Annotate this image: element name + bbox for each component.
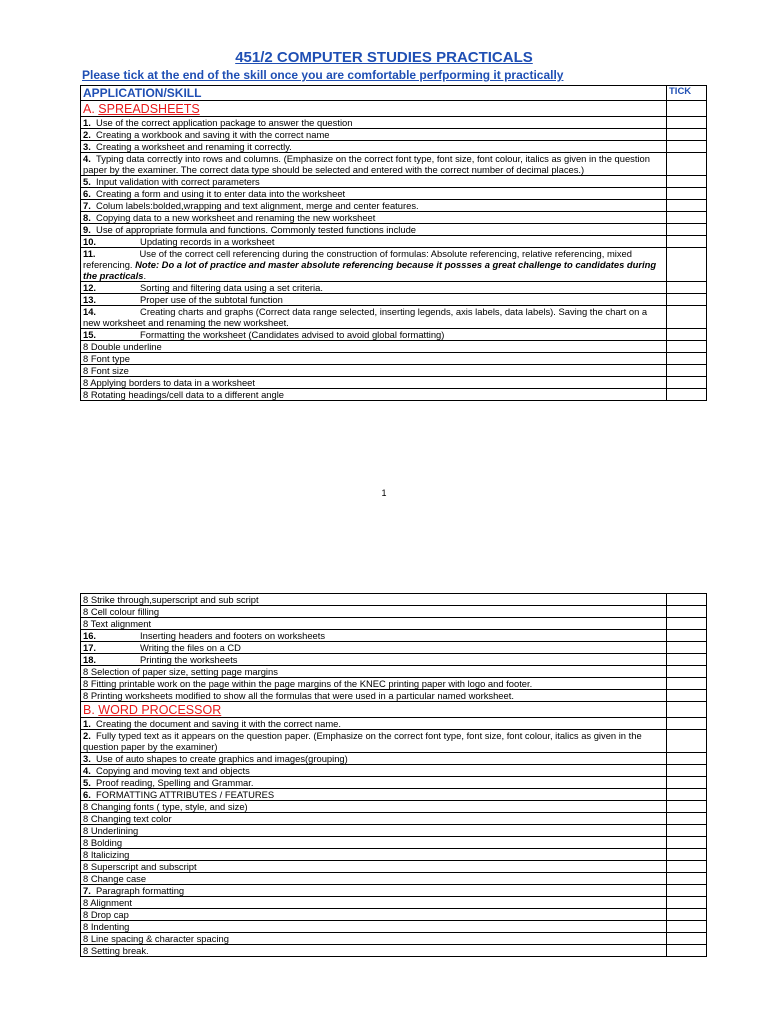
skill-row bbox=[81, 389, 707, 401]
tick-cell[interactable] bbox=[667, 801, 707, 813]
skill-row bbox=[81, 200, 707, 212]
skill-text: 8 Font size bbox=[83, 365, 129, 376]
tick-cell[interactable] bbox=[667, 921, 707, 933]
skill-cell bbox=[81, 212, 667, 224]
skill-row bbox=[81, 789, 707, 801]
tick-cell[interactable] bbox=[667, 141, 707, 153]
skill-text: FORMATTING ATTRIBUTES / FEATURES bbox=[96, 789, 275, 800]
skill-text: Proper use of the subtotal function bbox=[140, 294, 283, 305]
skill-cell bbox=[81, 176, 667, 188]
skill-number: 7. bbox=[83, 885, 91, 896]
tick-cell[interactable] bbox=[667, 873, 707, 885]
skill-text: 8 Superscript and subscript bbox=[83, 861, 197, 872]
tick-column-header: TICK bbox=[667, 86, 707, 101]
skill-number: 18. bbox=[83, 654, 97, 665]
skill-number: 1. bbox=[83, 718, 91, 729]
skill-cell bbox=[81, 885, 667, 897]
skill-cell bbox=[81, 630, 667, 642]
skill-number: 15. bbox=[83, 329, 97, 340]
skill-row bbox=[81, 801, 707, 813]
skill-text: Colum labels:bolded,wrapping and text alignment, merge and center features. bbox=[96, 200, 419, 211]
skill-row bbox=[81, 666, 707, 678]
tick-cell[interactable] bbox=[667, 389, 707, 401]
skill-cell bbox=[81, 153, 667, 176]
skill-row bbox=[81, 825, 707, 837]
tick-cell[interactable] bbox=[667, 129, 707, 141]
skill-row bbox=[81, 188, 707, 200]
skill-text: 8 Double underline bbox=[83, 341, 162, 352]
skill-cell bbox=[81, 282, 667, 294]
skill-row bbox=[81, 885, 707, 897]
skill-text: 8 Italicizing bbox=[83, 849, 130, 860]
skill-row bbox=[81, 909, 707, 921]
tick-cell[interactable] bbox=[667, 666, 707, 678]
tick-cell[interactable] bbox=[667, 200, 707, 212]
tick-cell[interactable] bbox=[667, 837, 707, 849]
skill-number: 3. bbox=[83, 141, 91, 152]
skill-cell bbox=[81, 353, 667, 365]
skill-text: Printing the worksheets bbox=[140, 654, 238, 665]
tick-cell[interactable] bbox=[667, 945, 707, 957]
skill-row bbox=[81, 294, 707, 306]
skill-number: 4. bbox=[83, 153, 91, 164]
skill-text: Fully typed text as it appears on the question paper. (Emphasize on the correct font type, font size, font colour, italics as given in the question paper by the examiner) bbox=[83, 730, 642, 752]
skill-cell bbox=[81, 188, 667, 200]
tick-cell[interactable] bbox=[667, 365, 707, 377]
tick-cell[interactable] bbox=[667, 789, 707, 801]
skill-row bbox=[81, 690, 707, 702]
tick-cell[interactable] bbox=[667, 702, 707, 718]
skill-row bbox=[81, 153, 707, 176]
skill-number: 2. bbox=[83, 730, 91, 741]
skill-text: Use of the correct application package to answer the question bbox=[96, 117, 353, 128]
skill-row bbox=[81, 813, 707, 825]
skill-row bbox=[81, 837, 707, 849]
skill-row bbox=[81, 176, 707, 188]
skill-text: 8 Selection of paper size, setting page margins bbox=[83, 666, 278, 677]
skill-cell bbox=[81, 945, 667, 957]
skill-cell bbox=[81, 329, 667, 341]
skill-column-header: APPLICATION/SKILL bbox=[81, 86, 667, 101]
tick-cell[interactable] bbox=[667, 248, 707, 282]
page-number: 1 bbox=[381, 488, 387, 498]
tick-cell[interactable] bbox=[667, 777, 707, 789]
skill-row bbox=[81, 897, 707, 909]
skill-cell bbox=[81, 730, 667, 753]
skill-row bbox=[81, 921, 707, 933]
skill-row bbox=[81, 678, 707, 690]
tick-cell[interactable] bbox=[667, 306, 707, 329]
skill-row bbox=[81, 654, 707, 666]
tick-cell[interactable] bbox=[667, 813, 707, 825]
tick-cell[interactable] bbox=[667, 341, 707, 353]
skill-text: 8 Changing fonts ( type, style, and size) bbox=[83, 801, 248, 812]
skill-row bbox=[81, 329, 707, 341]
skill-cell bbox=[81, 873, 667, 885]
skill-text: 8 Setting break. bbox=[83, 945, 149, 956]
skill-row bbox=[81, 282, 707, 294]
skill-cell bbox=[81, 837, 667, 849]
skill-text: Proof reading, Spelling and Grammar. bbox=[96, 777, 254, 788]
skill-text: 8 Rotating headings/cell data to a different angle bbox=[83, 389, 285, 400]
skill-cell bbox=[81, 141, 667, 153]
skill-cell bbox=[81, 801, 667, 813]
skill-number: 1. bbox=[83, 117, 91, 128]
tick-cell[interactable] bbox=[667, 849, 707, 861]
tick-cell[interactable] bbox=[667, 282, 707, 294]
skill-number: 10. bbox=[83, 236, 97, 247]
skill-row bbox=[81, 753, 707, 765]
tick-cell[interactable] bbox=[667, 353, 707, 365]
skill-cell bbox=[81, 248, 667, 282]
skill-row bbox=[81, 129, 707, 141]
skill-cell bbox=[81, 365, 667, 377]
tick-cell[interactable] bbox=[667, 224, 707, 236]
skill-row bbox=[81, 141, 707, 153]
skill-text: Copying and moving text and objects bbox=[96, 765, 250, 776]
tick-cell[interactable] bbox=[667, 897, 707, 909]
skill-number: 5. bbox=[83, 777, 91, 788]
tick-cell[interactable] bbox=[667, 188, 707, 200]
table-header-row bbox=[81, 86, 707, 101]
skill-number: 7. bbox=[83, 200, 91, 211]
skill-cell bbox=[81, 765, 667, 777]
skill-text: Writing the files on a CD bbox=[140, 642, 241, 653]
skill-cell bbox=[81, 341, 667, 353]
skill-text: 8 Bolding bbox=[83, 837, 123, 848]
tick-cell[interactable] bbox=[667, 885, 707, 897]
skill-number: 3. bbox=[83, 753, 91, 764]
skill-cell bbox=[81, 294, 667, 306]
section-title: SPREADSHEETS bbox=[98, 102, 200, 116]
skill-text: 8 Indenting bbox=[83, 921, 130, 932]
instruction-text: Please tick at the end of the skill once you are comfortable perfporming it practically bbox=[82, 68, 564, 82]
skill-text: 8 Strike through,superscript and sub script bbox=[83, 594, 259, 605]
skill-text: Use of auto shapes to create graphics and images(grouping) bbox=[96, 753, 348, 764]
skill-text: Creating a form and using it to enter data into the worksheet bbox=[96, 188, 346, 199]
tick-cell[interactable] bbox=[667, 176, 707, 188]
tick-cell[interactable] bbox=[667, 718, 707, 730]
skill-number: 6. bbox=[83, 188, 91, 199]
skill-text: Formatting the worksheet (Candidates advised to avoid global formatting) bbox=[140, 329, 445, 340]
skill-cell bbox=[81, 618, 667, 630]
skill-note-end: . bbox=[143, 270, 147, 281]
skill-row bbox=[81, 861, 707, 873]
skill-text: 8 Line spacing & character spacing bbox=[83, 933, 229, 944]
skill-row bbox=[81, 873, 707, 885]
skill-text: Copying data to a new worksheet and renaming the new worksheet bbox=[96, 212, 376, 223]
skill-row bbox=[81, 642, 707, 654]
tick-cell[interactable] bbox=[667, 117, 707, 129]
skill-text: Updating records in a worksheet bbox=[140, 236, 275, 247]
tick-cell[interactable] bbox=[667, 153, 707, 176]
skill-cell bbox=[81, 594, 667, 606]
tick-cell[interactable] bbox=[667, 606, 707, 618]
skill-row bbox=[81, 718, 707, 730]
skill-text: 8 Text alignment bbox=[83, 618, 152, 629]
tick-cell[interactable] bbox=[667, 753, 707, 765]
skills-table-part-2 bbox=[80, 593, 707, 957]
tick-cell[interactable] bbox=[667, 642, 707, 654]
section-word-processor-heading bbox=[81, 702, 667, 718]
skill-text: 8 Change case bbox=[83, 873, 147, 884]
skill-row bbox=[81, 212, 707, 224]
skill-cell bbox=[81, 129, 667, 141]
skill-text: Typing data correctly into rows and columns. (Emphasize on the correct font type, font size, font colour, italics as given in the question paper by the examiner. The correct data type should be selected and entered with the correct number of decimal places.) bbox=[83, 153, 650, 175]
tick-cell[interactable] bbox=[667, 377, 707, 389]
section-title: WORD PROCESSOR bbox=[98, 703, 222, 717]
tick-cell[interactable] bbox=[667, 678, 707, 690]
tick-cell[interactable] bbox=[667, 236, 707, 248]
skill-text: Creating a worksheet and renaming it correctly. bbox=[96, 141, 292, 152]
skill-text: 8 Underlining bbox=[83, 825, 139, 836]
skill-text: 8 Drop cap bbox=[83, 909, 129, 920]
tick-cell[interactable] bbox=[667, 630, 707, 642]
skill-number: 11. bbox=[83, 248, 96, 259]
tick-cell[interactable] bbox=[667, 690, 707, 702]
skill-cell bbox=[81, 666, 667, 678]
skill-cell bbox=[81, 200, 667, 212]
skill-row bbox=[81, 365, 707, 377]
skill-text: Use of appropriate formula and functions. Commonly tested functions include bbox=[96, 224, 417, 235]
skill-row bbox=[81, 117, 707, 129]
skill-text: 8 Printing worksheets modified to show all the formulas that were used in a particular named worksheet. bbox=[83, 690, 514, 701]
skill-text: Use of the correct cell referencing during the construction of formulas: Absolute referencing, relative referencing, mixed referencing. bbox=[83, 248, 632, 270]
skill-row bbox=[81, 777, 707, 789]
skill-number: 12. bbox=[83, 282, 97, 293]
section-header-row bbox=[81, 101, 707, 117]
skill-row bbox=[81, 849, 707, 861]
skill-cell bbox=[81, 753, 667, 765]
section-letter: A. bbox=[83, 102, 95, 116]
tick-cell[interactable] bbox=[667, 101, 707, 117]
skill-cell bbox=[81, 909, 667, 921]
skill-row bbox=[81, 606, 707, 618]
skill-row bbox=[81, 630, 707, 642]
skill-cell bbox=[81, 224, 667, 236]
skill-text: Input validation with correct parameters bbox=[96, 176, 260, 187]
skill-row bbox=[81, 765, 707, 777]
skill-text: Creating the document and saving it with the correct name. bbox=[96, 718, 341, 729]
skill-cell bbox=[81, 117, 667, 129]
skill-cell bbox=[81, 789, 667, 801]
skill-text: 8 Cell colour filling bbox=[83, 606, 160, 617]
skill-number: 6. bbox=[83, 789, 91, 800]
section-header-row bbox=[81, 702, 707, 718]
tick-cell[interactable] bbox=[667, 909, 707, 921]
section-spreadsheets-heading bbox=[81, 101, 667, 117]
skill-number: 16. bbox=[83, 630, 97, 641]
skill-number: 8. bbox=[83, 212, 91, 223]
skill-cell bbox=[81, 690, 667, 702]
tick-cell[interactable] bbox=[667, 329, 707, 341]
tick-cell[interactable] bbox=[667, 294, 707, 306]
skill-text: 8 Font type bbox=[83, 353, 130, 364]
skill-cell bbox=[81, 933, 667, 945]
tick-cell[interactable] bbox=[667, 825, 707, 837]
skill-text: 8 Alignment bbox=[83, 897, 132, 908]
skill-text: 8 Fitting printable work on the page within the page margins of the KNEC printing paper with logo and footer. bbox=[83, 678, 533, 689]
skill-text: 8 Applying borders to data in a worksheet bbox=[83, 377, 255, 388]
skill-cell bbox=[81, 813, 667, 825]
skill-cell bbox=[81, 306, 667, 329]
skill-note: Note: Do a lot of practice and master absolute referencing because it possses a great challenge to candidates during the practicals bbox=[83, 259, 657, 281]
skill-text: Creating charts and graphs (Correct data range selected, inserting legends, axis labels, data labels). Saving the chart on a new worksheet and renaming the new worksheet. bbox=[83, 306, 648, 328]
skill-cell bbox=[81, 897, 667, 909]
skill-cell bbox=[81, 861, 667, 873]
skill-text: Creating a workbook and saving it with the correct name bbox=[96, 129, 330, 140]
skill-cell bbox=[81, 678, 667, 690]
skill-number: 17. bbox=[83, 642, 97, 653]
tick-cell[interactable] bbox=[667, 618, 707, 630]
tick-cell[interactable] bbox=[667, 933, 707, 945]
skill-cell bbox=[81, 825, 667, 837]
skill-cell bbox=[81, 236, 667, 248]
tick-cell[interactable] bbox=[667, 654, 707, 666]
skill-row bbox=[81, 730, 707, 753]
skill-cell bbox=[81, 718, 667, 730]
skill-number: 5. bbox=[83, 176, 91, 187]
tick-cell[interactable] bbox=[667, 861, 707, 873]
skill-text: Inserting headers and footers on worksheets bbox=[140, 630, 326, 641]
skill-row bbox=[81, 248, 707, 282]
tick-cell[interactable] bbox=[667, 765, 707, 777]
skill-row bbox=[81, 353, 707, 365]
skill-cell bbox=[81, 389, 667, 401]
skill-row bbox=[81, 236, 707, 248]
page-title: 451/2 COMPUTER STUDIES PRACTICALS bbox=[235, 49, 533, 66]
skill-row bbox=[81, 618, 707, 630]
skill-number: 9. bbox=[83, 224, 91, 235]
skill-number: 13. bbox=[83, 294, 97, 305]
skill-cell bbox=[81, 377, 667, 389]
skill-text: 8 Changing text color bbox=[83, 813, 172, 824]
section-letter: B. bbox=[83, 703, 95, 717]
skill-row bbox=[81, 933, 707, 945]
skill-text: Sorting and filtering data using a set criteria. bbox=[140, 282, 323, 293]
skill-row bbox=[81, 945, 707, 957]
skill-cell bbox=[81, 777, 667, 789]
skill-text: Paragraph formatting bbox=[96, 885, 185, 896]
skill-row bbox=[81, 341, 707, 353]
skill-cell bbox=[81, 654, 667, 666]
skill-row bbox=[81, 377, 707, 389]
skills-table-part-1 bbox=[80, 85, 707, 401]
skill-row bbox=[81, 224, 707, 236]
skill-cell bbox=[81, 849, 667, 861]
skill-cell bbox=[81, 642, 667, 654]
tick-cell[interactable] bbox=[667, 594, 707, 606]
skill-row bbox=[81, 306, 707, 329]
skill-row bbox=[81, 594, 707, 606]
skill-number: 2. bbox=[83, 129, 91, 140]
skill-cell bbox=[81, 921, 667, 933]
skill-number: 4. bbox=[83, 765, 91, 776]
skill-cell bbox=[81, 606, 667, 618]
skill-number: 14. bbox=[83, 306, 97, 317]
tick-cell[interactable] bbox=[667, 730, 707, 753]
tick-cell[interactable] bbox=[667, 212, 707, 224]
